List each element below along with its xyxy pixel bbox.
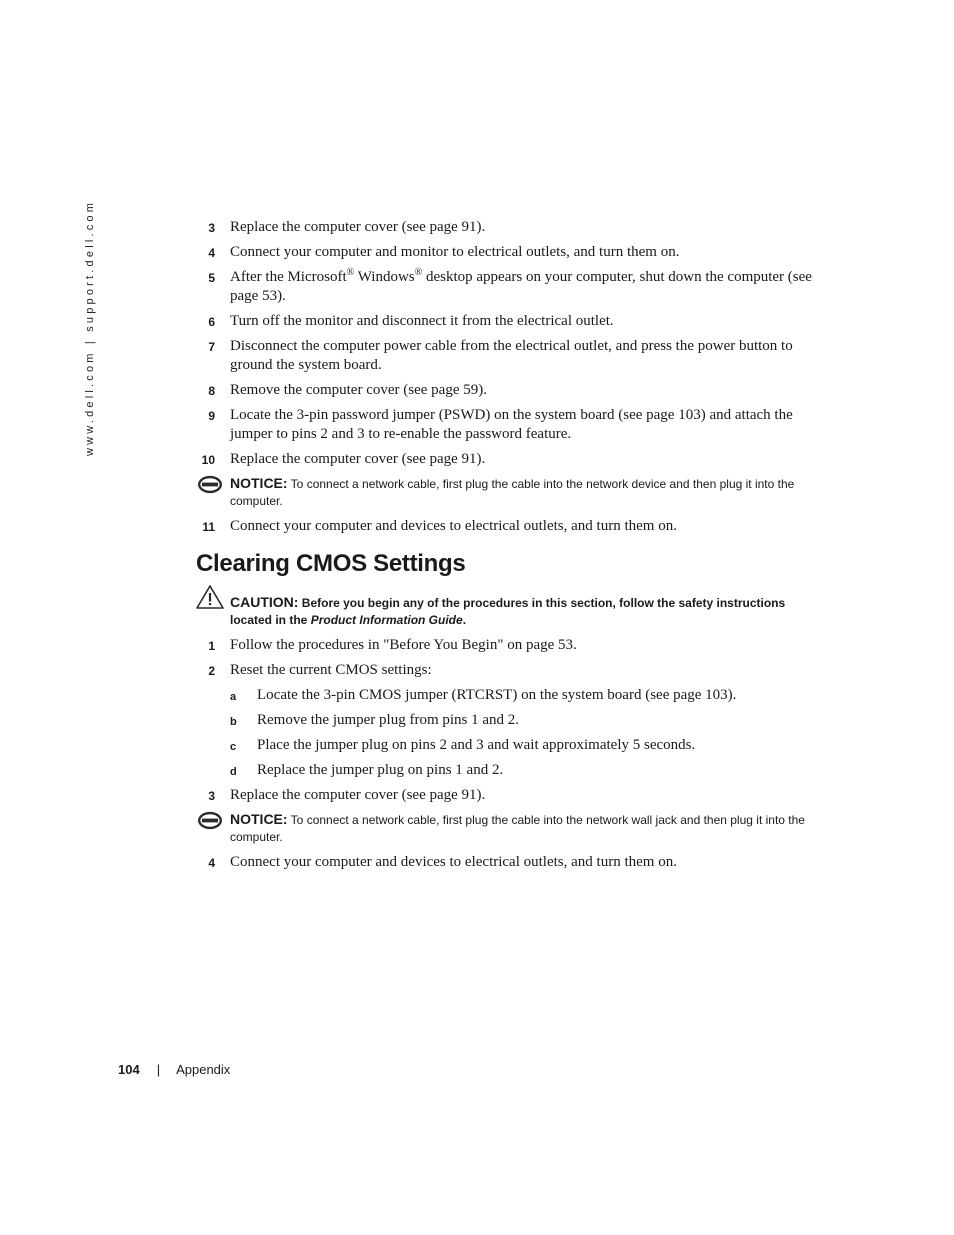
step-text-part: Windows: [354, 269, 415, 285]
step-text: Locate the 3-pin password jumper (PSWD) on the system board (see page 103) and attach the jumper to pins 2 and 3 to re-enable the password feature.: [230, 407, 793, 442]
step-text: Replace the computer cover (see page 91).: [230, 787, 486, 803]
step-number: 3: [208, 789, 215, 803]
step-text: Connect your computer and monitor to electrical outlets, and turn them on.: [230, 244, 680, 260]
step-number: 3: [208, 221, 215, 235]
substep-c: [196, 736, 816, 755]
substep-letter: d: [230, 766, 237, 778]
substep-text: Replace the jumper plug on pins 1 and 2.: [257, 762, 504, 778]
step-number: 6: [208, 315, 215, 329]
page-content: [196, 218, 816, 878]
step-4b: [196, 853, 816, 872]
step-text: Follow the procedures in "Before You Begin" on page 53.: [230, 637, 577, 653]
step-text: Replace the computer cover (see page 91).: [230, 451, 486, 467]
substep-letter: a: [230, 691, 237, 703]
notice-network-device: [196, 475, 816, 510]
notice-icon: [197, 475, 223, 499]
notice-text: To connect a network cable, first plug the cable into the network device and then plug it into the computer.: [230, 477, 795, 508]
substep-letter: c: [230, 741, 237, 753]
section-heading: Clearing CMOS Settings: [196, 550, 466, 577]
step-text-part: After the Microsoft: [230, 269, 347, 285]
step-11: [196, 517, 816, 536]
notice-network-wall-jack: [196, 811, 816, 846]
registered-mark: ®: [346, 267, 355, 278]
step-number: 5: [208, 271, 215, 285]
step-number: 10: [201, 453, 215, 467]
notice-label: NOTICE:: [230, 475, 288, 491]
step-text: Connect your computer and devices to electrical outlets, and turn them on.: [230, 854, 677, 870]
page-number: 104: [118, 1062, 140, 1077]
footer-separator: |: [156, 1062, 161, 1077]
step-number: 8: [208, 384, 215, 398]
step-text: Disconnect the computer power cable from the electrical outlet, and press the power button to ground the system board.: [230, 338, 793, 373]
substep-text: Locate the 3-pin CMOS jumper (RTCRST) on the system board (see page 103).: [257, 687, 737, 703]
step-3b: [196, 786, 816, 805]
step-number: 4: [208, 856, 215, 870]
step-text-part: desktop appears on your computer, shut down the computer (see page 53).: [230, 269, 812, 304]
step-number: 2: [208, 664, 215, 678]
step-10: [196, 450, 816, 469]
side-url: www.dell.com | support.dell.com: [84, 199, 96, 456]
caution-triangle-icon: [196, 585, 224, 614]
substep-letter: b: [230, 716, 237, 728]
step-text: Replace the computer cover (see page 91).: [230, 219, 486, 235]
substep-d: [196, 761, 816, 780]
footer-section: Appendix: [176, 1062, 231, 1077]
step-2: [196, 661, 816, 680]
step-text: Reset the current CMOS settings:: [230, 662, 432, 678]
step-4: [196, 243, 816, 262]
step-1: [196, 636, 816, 655]
step-9: [196, 406, 816, 444]
step-number: 4: [208, 246, 215, 260]
notice-text: To connect a network cable, first plug the cable into the network wall jack and then plug it into the computer.: [230, 813, 805, 844]
step-5: [196, 268, 816, 306]
notice-icon: [197, 811, 223, 835]
step-text: Remove the computer cover (see page 59).: [230, 382, 487, 398]
substep-a: [196, 686, 816, 705]
step-text: Connect your computer and devices to electrical outlets, and turn them on.: [230, 518, 677, 534]
page-footer: [118, 1062, 230, 1077]
registered-mark: ®: [414, 267, 423, 278]
substep-text: Remove the jumper plug from pins 1 and 2.: [257, 712, 520, 728]
step-number: 1: [208, 639, 215, 653]
notice-label: NOTICE:: [230, 811, 288, 827]
step-7: [196, 337, 816, 375]
substep-text: Place the jumper plug on pins 2 and 3 and wait approximately 5 seconds.: [257, 737, 696, 753]
caution-end: .: [462, 613, 467, 627]
substep-b: [196, 711, 816, 730]
step-text: Turn off the monitor and disconnect it from the electrical outlet.: [230, 313, 614, 329]
guide-title: Product Information Guide: [310, 613, 463, 627]
caution-label: CAUTION:: [230, 594, 299, 610]
step-8: [196, 381, 816, 400]
step-number: 9: [208, 409, 215, 423]
caution-safety: [196, 594, 816, 629]
step-6: [196, 312, 816, 331]
caution-text: Before you begin any of the procedures in this section, follow the safety instructions located in the: [230, 596, 786, 627]
step-number: 11: [202, 520, 215, 534]
step-number: 7: [208, 340, 215, 354]
step-3: [196, 218, 816, 237]
